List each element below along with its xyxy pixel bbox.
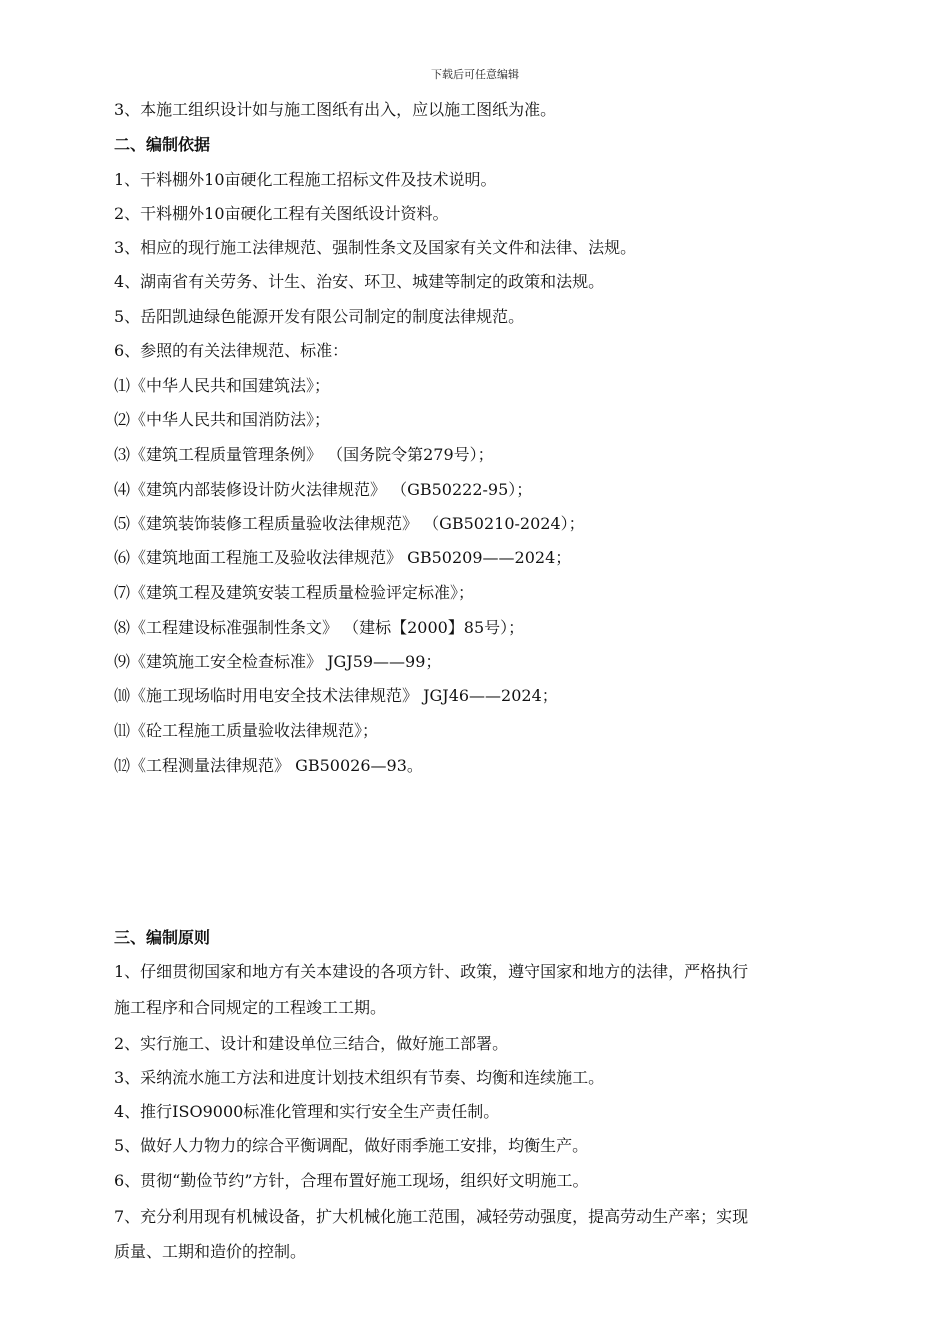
text-line: 1、干料棚外10亩硬化工程施工招标文件及技术说明。 — [114, 170, 497, 189]
list-item: ⑼《建筑施工安全检查标准》 JGJ59——99； — [114, 652, 442, 671]
text-line: 5、做好人力物力的综合平衡调配，做好雨季施工安排，均衡生产。 — [114, 1136, 589, 1155]
list-item: ⑶《建筑工程质量管理条例》 （国务院令第279号）； — [114, 445, 494, 464]
text-line: 质量、工期和造价的控制。 — [114, 1242, 307, 1261]
page-header: 下载后可任意编辑 — [431, 68, 519, 81]
list-item: ⑻《工程建设标准强制性条文》 （建标【2000】85号）； — [114, 618, 525, 637]
list-item: ⑹《建筑地面工程施工及验收法律规范》 GB50209——2024； — [114, 548, 572, 567]
list-item: ⑾《砼工程施工质量验收法律规范》； — [114, 721, 379, 740]
text-line: 2、实行施工、设计和建设单位三结合，做好施工部署。 — [114, 1034, 509, 1053]
text-line: 4、湖南省有关劳务、计生、治安、环卫、城建等制定的政策和法规。 — [114, 272, 605, 291]
text-line: 4、推行ISO9000标准化管理和实行安全生产责任制。 — [114, 1102, 500, 1121]
list-item: ⑺《建筑工程及建筑安装工程质量检验评定标准》； — [114, 583, 475, 602]
text-line: 施工程序和合同规定的工程竣工工期。 — [114, 998, 387, 1017]
list-item: ⑵《中华人民共和国消防法》； — [114, 410, 331, 429]
text-line: 1、仔细贯彻国家和地方有关本建设的各项方针、政策，遵守国家和地方的法律，严格执行 — [114, 962, 749, 981]
section-heading: 二、编制依据 — [114, 135, 211, 154]
text-line: 5、岳阳凯迪绿色能源开发有限公司制定的制度法律规范。 — [114, 307, 525, 326]
section-heading: 三、编制原则 — [114, 928, 211, 947]
text-line: 3、本施工组织设计如与施工图纸有出入，应以施工图纸为准。 — [114, 100, 557, 119]
text-line: 2、干料棚外10亩硬化工程有关图纸设计资料。 — [114, 204, 449, 223]
text-line: 6、参照的有关法律规范、标准： — [114, 341, 349, 360]
text-line: 3、采纳流水施工方法和进度计划技术组织有节奏、均衡和连续施工。 — [114, 1068, 605, 1087]
text-line: 3、相应的现行施工法律规范、强制性条文及国家有关文件和法律、法规。 — [114, 238, 637, 257]
text-line: 6、贯彻“勤俭节约”方针，合理布置好施工现场，组织好文明施工。 — [114, 1171, 589, 1190]
list-item: ⑿《工程测量法律规范》 GB50026—93。 — [114, 756, 423, 775]
text-line: 7、充分利用现有机械设备，扩大机械化施工范围，减轻劳动强度，提高劳动生产率；实现 — [114, 1207, 749, 1226]
list-item: ⑷《建筑内部装修设计防火法律规范》 （GB50222-95）； — [114, 480, 533, 499]
list-item: ⑴《中华人民共和国建筑法》； — [114, 376, 331, 395]
list-item: ⑽《施工现场临时用电安全技术法律规范》 JGJ46——2024； — [114, 686, 558, 705]
list-item: ⑸《建筑装饰装修工程质量验收法律规范》 （GB50210-2024）； — [114, 514, 585, 533]
